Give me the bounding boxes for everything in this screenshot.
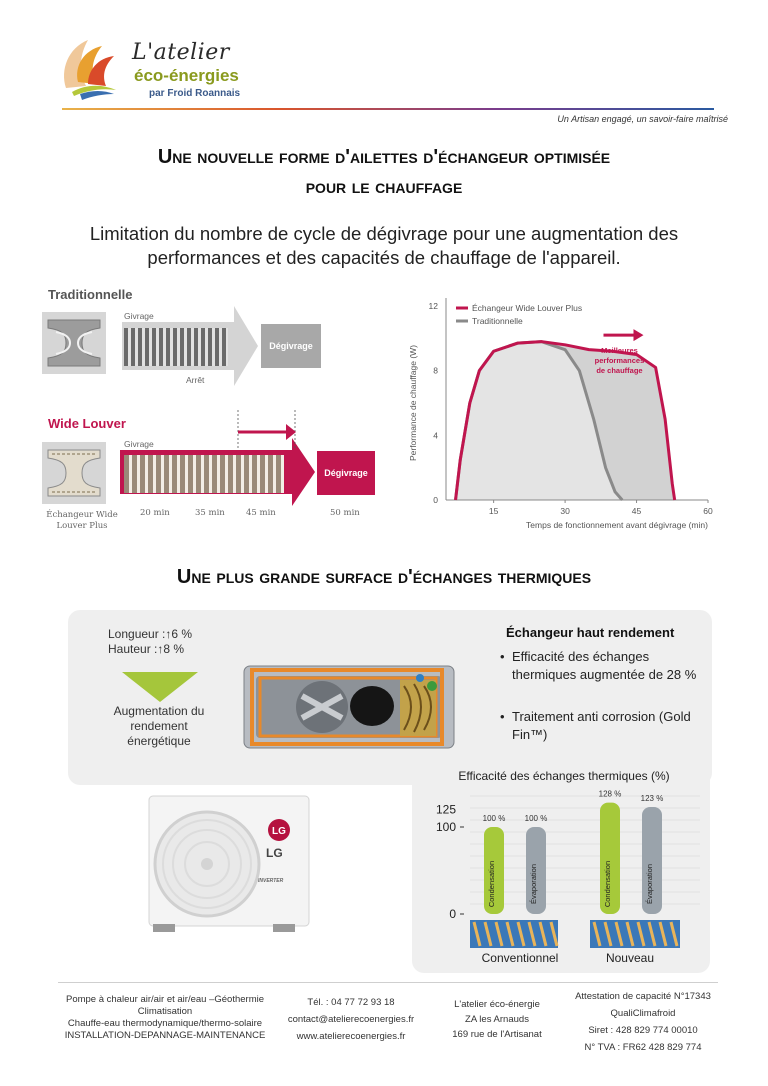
footer-attestation: Attestation de capacité N°17343 [575, 991, 711, 1002]
footer-services-3: Chauffe-eau thermodynamique/thermo-solaire [67, 1018, 263, 1029]
header-divider [62, 108, 714, 110]
traditional-label: Traditionnelle [48, 287, 133, 302]
footer-address-3: 169 rue de l'Artisanat [452, 1029, 542, 1040]
footer-contact [280, 994, 422, 1045]
green-down-triangle-icon [122, 672, 198, 702]
givrage-label-wide: Givrage [124, 439, 154, 449]
bar-chart-title: Efficacité des échanges thermiques (%) [458, 769, 670, 783]
logo-icon [58, 30, 120, 100]
group-label-nouveau: Nouveau [605, 951, 655, 965]
footer-phone: Tél. : 04 77 72 93 18 [307, 997, 395, 1008]
degivrage-box-trad: Dégivrage [261, 324, 321, 368]
footer-services-4: INSTALLATION-DEPANNAGE-MAINTENANCE [64, 1030, 266, 1041]
inverter-label: INVERTER [258, 878, 284, 884]
footer-tva: N° TVA : FR62 428 829 774 [584, 1042, 702, 1053]
bullet-1: Efficacité des échanges thermiques augmentée de 28 % [512, 649, 697, 682]
lg-brand-text: LG [266, 846, 283, 860]
footer-website[interactable]: www.atelierecoenergies.fr [296, 1031, 406, 1042]
footer-services-1: Pompe à chaleur air/air et air/eau –Géothermie [65, 994, 265, 1005]
bar-label-3: Condensation [603, 860, 612, 908]
high-performance-heading: Échangeur haut rendement [506, 625, 675, 640]
footer-email[interactable]: contact@atelierecoenergies.fr [287, 1014, 415, 1025]
legend-traditional: Traditionnelle [472, 316, 523, 326]
fin-wide-louver-icon [42, 442, 106, 504]
footer-siret: Siret : 428 829 774 00010 [588, 1025, 698, 1036]
wide-louver-label: Wide Louver [48, 416, 126, 431]
y-tick-label: 8 [433, 365, 438, 376]
bullet-dot-2: • [500, 709, 505, 724]
section1-title-line2: pour le chauffage [305, 176, 463, 198]
footer-address [438, 997, 556, 1042]
footer-legal [562, 988, 724, 1056]
y-tick-label: 12 [428, 301, 438, 311]
logo-text-line2: éco-énergies [134, 66, 239, 85]
fin-traditional-icon [42, 312, 106, 374]
time-50: 50 min [330, 508, 360, 518]
tagline: Un Artisan engagé, un savoir-faire maîtrisé [557, 114, 728, 124]
footer-address-1: L'atelier éco-énergie [454, 999, 540, 1010]
x-axis-label: Temps de fonctionnement avant dégivrage (min) [526, 520, 708, 530]
svg-text:LG: LG [272, 826, 286, 837]
bar-value-label-1: 100 % [482, 814, 506, 823]
footer-services-2: Climatisation [137, 1006, 193, 1017]
longueur-stat: Longueur :↑6 % [108, 627, 193, 641]
x-tick-label: 30 [560, 506, 570, 516]
x-tick-label: 15 [488, 506, 499, 516]
efficiency-increase-text: Augmentation du rendement énergétique [113, 704, 205, 748]
bar-y-tick-125: 125 [435, 802, 456, 817]
heating-performance-chart [404, 288, 724, 534]
bar-y-tick-0: 0 [449, 907, 456, 921]
bar-value-label-3: 128 % [598, 789, 622, 799]
logo-text-line1: L'atelier [132, 40, 230, 65]
givrage-label-trad: Givrage [124, 311, 154, 321]
lg-outdoor-unit-illustration [145, 790, 315, 940]
dimension-stats [108, 627, 192, 657]
time-45: 45 min [246, 508, 276, 518]
arret-label: Arrêt [186, 375, 205, 385]
annotation-text-2: performances [594, 356, 645, 366]
wide-frost-bars [124, 455, 284, 493]
time-20: 20 min [140, 508, 170, 518]
x-tick-label: 60 [703, 506, 713, 516]
wide-louver-icon-caption: Échangeur Wide Louver Plus [46, 510, 118, 531]
y-tick-label: 0 [433, 495, 438, 505]
bar-y-tick-100: 100 [435, 820, 456, 834]
logo-text-line3: par Froid Roannais [149, 88, 241, 99]
footer-qualification: QualiClimafroid [610, 1008, 676, 1019]
degivrage-box-wide: Dégivrage [317, 451, 375, 495]
heat-exchange-efficiency-chart [420, 786, 710, 970]
bar-value-label-2: 100 % [524, 814, 548, 823]
y-axis-label: Performance de chauffage (W) [408, 344, 418, 462]
heat-exchanger-illustration [242, 656, 458, 756]
group-label-conventionnel: Conventionnel [481, 951, 559, 965]
bar-value-label-4: 123 % [640, 793, 664, 803]
trad-frost-bars [124, 328, 228, 366]
time-35: 35 min [195, 508, 225, 518]
bar-label-1: Condensation [487, 860, 496, 908]
legend-wide-louver: Échangeur Wide Louver Plus [472, 303, 583, 313]
section2-title: Une plus grande surface d'échanges thermiques [176, 566, 592, 588]
annotation-arrow-head [633, 329, 643, 341]
bullet-dot-1: • [500, 649, 505, 664]
bar-label-2: Évaporation [529, 863, 538, 905]
section1-title-line1: Une nouvelle forme d'ailettes d'échangeur optimisée [157, 146, 611, 168]
hauteur-stat: Hauteur :↑8 % [108, 642, 185, 656]
annotation-text-1: Meilleures [601, 346, 638, 356]
x-tick-label: 45 [631, 506, 642, 516]
section1-subtitle: Limitation du nombre de cycle de dégivrage pour une augmentation des performances et des capacités de chauffage de l'appareil. [89, 223, 679, 268]
bar-label-4: Évaporation [645, 863, 654, 905]
footer-address-2: ZA les Arnauds [465, 1014, 529, 1025]
y-tick-label: 4 [433, 430, 438, 441]
footer-divider [58, 982, 718, 983]
bullet-2: Traitement anti corrosion (Gold Fin™) [512, 709, 691, 742]
annotation-text-3: de chauffage [596, 366, 643, 376]
footer-services [52, 994, 278, 1042]
